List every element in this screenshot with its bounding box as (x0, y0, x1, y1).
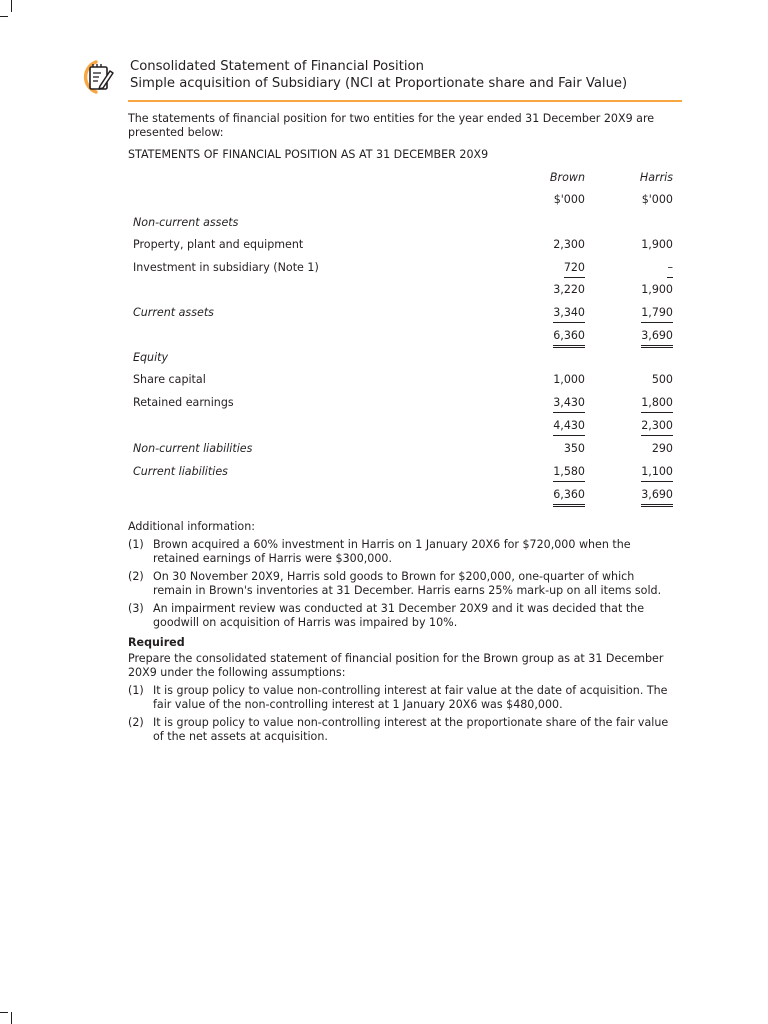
column-header-brown: Brown (549, 171, 585, 184)
brown-value: 3,430 (553, 395, 585, 413)
required-list (128, 684, 676, 744)
table-row (128, 395, 676, 411)
table-row (128, 237, 676, 253)
table-row (128, 372, 676, 388)
total-row (128, 328, 676, 344)
list-item (128, 538, 676, 566)
brown-value: 1,000 (553, 373, 585, 386)
total-row (128, 487, 676, 503)
additional-info-heading: Additional information: (128, 520, 255, 533)
page-title: Consolidated Statement of Financial Position (130, 59, 424, 74)
table-row (128, 464, 676, 480)
crop-mark (11, 0, 12, 12)
harris-value: 1,900 (641, 238, 673, 251)
list-item-text: Brown acquired a 60% investment in Harris on 1 January 20X6 for $720,000 when the retained earnings of Harris were $300,000. (153, 538, 631, 565)
list-item (128, 602, 676, 630)
brown-value: 350 (563, 442, 585, 455)
financial-position-table (128, 170, 676, 520)
list-item-text: An impairment review was conducted at 31 December 20X9 and it was decided that the goodwill on acquisition of Harris was impaired by 10%. (153, 602, 645, 629)
row-label: Non-current liabilities (133, 442, 253, 455)
page-subtitle: Simple acquisition of Subsidiary (NCI at Proportionate share and Fair Value) (130, 76, 628, 91)
units-row (128, 192, 676, 208)
harris-value: – (667, 260, 673, 278)
brown-value: 4,430 (553, 418, 585, 436)
table-row (128, 215, 676, 231)
brown-value: 6,360 (553, 487, 585, 507)
brown-value: 3,340 (553, 305, 585, 323)
list-item-text: On 30 November 20X9, Harris sold goods to Brown for $200,000, one-quarter of which remain in Brown's inventories at 31 December. Harris earns 25% mark-up on all items sold. (153, 570, 662, 597)
table-row (128, 441, 676, 457)
harris-value: 500 (651, 373, 673, 386)
list-item-text: It is group policy to value non-controlling interest at the proportionate share of the fair value of the net assets at acquisition. (153, 716, 669, 743)
list-item-text: It is group policy to value non-controlling interest at fair value at the date of acquisition. The fair value of the non-controlling interest at 1 January 20X6 was $480,000. (153, 684, 668, 711)
harris-value: 1,790 (641, 305, 673, 323)
document-body (128, 112, 676, 748)
units-harris: $'000 (641, 193, 673, 206)
table-row (128, 305, 676, 321)
additional-notes-list (128, 538, 676, 630)
section-label: Non-current assets (133, 216, 239, 229)
row-label: Share capital (133, 373, 206, 386)
list-marker: (2) (128, 716, 144, 729)
list-marker: (1) (128, 684, 144, 697)
statement-heading: STATEMENTS OF FINANCIAL POSITION AS AT 31 DECEMBER 20X9 (128, 148, 489, 161)
row-label: Retained earnings (133, 396, 234, 409)
harris-value: 1,800 (641, 395, 673, 413)
harris-value: 1,100 (641, 464, 673, 482)
harris-value: 1,900 (641, 283, 673, 296)
table-row (128, 350, 676, 366)
list-marker: (1) (128, 538, 144, 551)
list-item (128, 570, 676, 598)
units-brown: $'000 (553, 193, 585, 206)
subtotal-row (128, 282, 676, 298)
harris-value: 3,690 (641, 328, 673, 348)
crop-mark (0, 16, 8, 17)
row-label: Property, plant and equipment (133, 238, 304, 251)
brown-value: 720 (564, 260, 585, 278)
list-marker: (2) (128, 570, 144, 583)
table-row (128, 260, 676, 276)
required-heading: Required (128, 636, 185, 649)
row-label: Current liabilities (133, 465, 228, 478)
required-text: Prepare the consolidated statement of financial position for the Brown group as at 31 December 20X9 under the following assumptions: (128, 652, 664, 679)
list-marker: (3) (128, 602, 144, 615)
intro-text: The statements of financial position for two entities for the year ended 31 December 20X9 are presented below: (128, 112, 655, 139)
row-label: Current assets (133, 306, 214, 319)
brown-value: 3,220 (553, 283, 585, 296)
header-divider (128, 100, 682, 102)
brown-value: 6,360 (553, 328, 585, 348)
notepad-pencil-icon (76, 58, 120, 96)
list-item (128, 716, 676, 744)
crop-mark (0, 1012, 8, 1013)
brown-value: 1,580 (553, 464, 585, 482)
row-label: Investment in subsidiary (Note 1) (133, 261, 319, 274)
crop-mark (11, 1012, 12, 1024)
harris-value: 2,300 (641, 418, 673, 436)
harris-value: 290 (651, 442, 673, 455)
harris-value: 3,690 (641, 487, 673, 507)
column-header-harris: Harris (639, 171, 673, 184)
list-item (128, 684, 676, 712)
column-header-row (128, 170, 676, 186)
section-label: Equity (133, 351, 169, 364)
brown-value: 2,300 (553, 238, 585, 251)
subtotal-row (128, 418, 676, 434)
